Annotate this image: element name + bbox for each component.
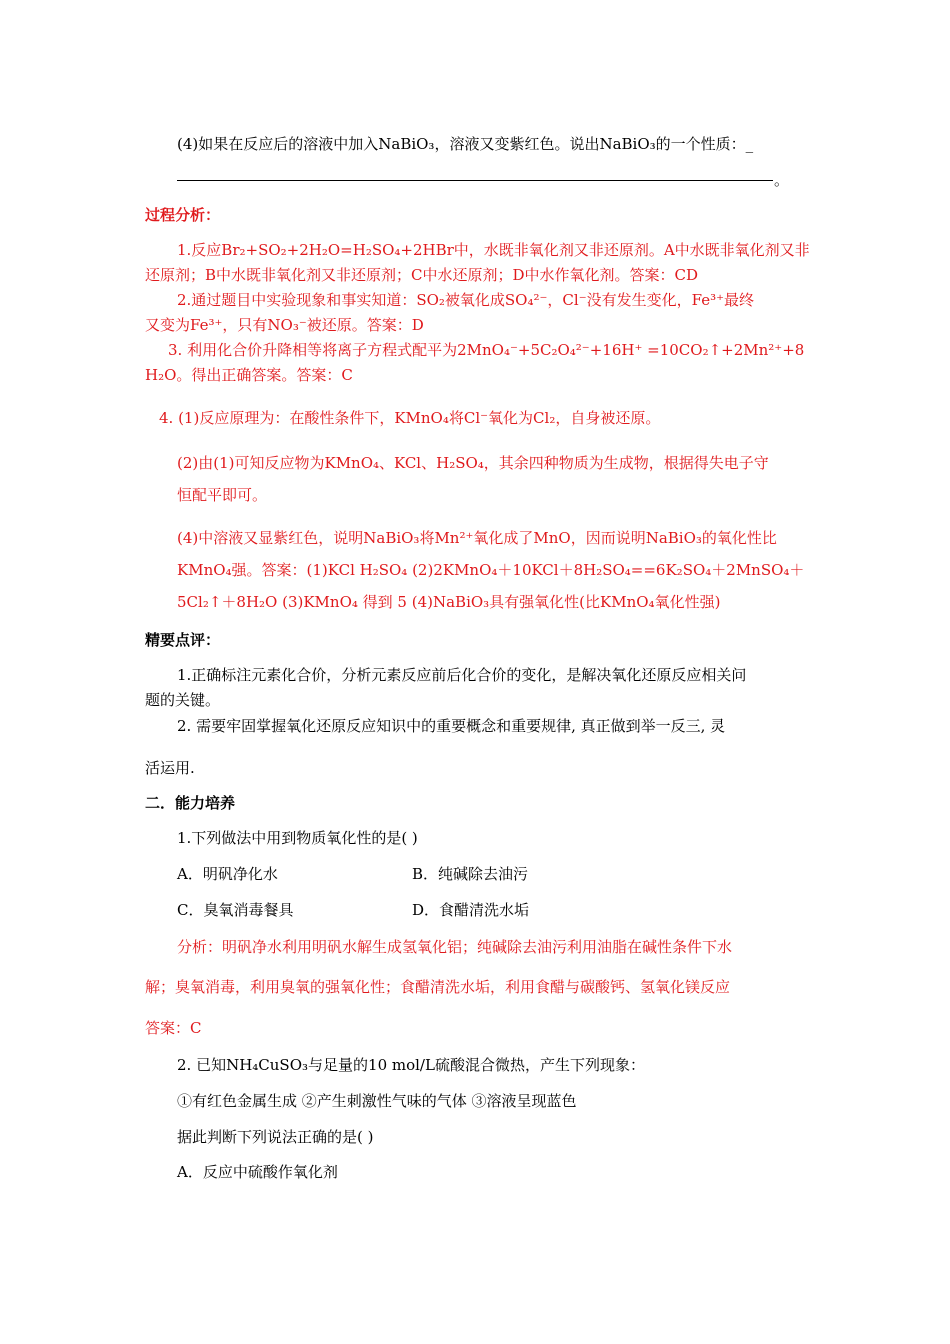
analysis-4-line-1: 4. (1)反应原理为：在酸性条件下，KMnO₄将Cl⁻氧化为Cl₂，自身被还原。 <box>159 409 661 427</box>
problem-1-option-b: B．纯碱除去油污 <box>412 865 529 883</box>
problem-1-option-c: C．臭氧消毒餐具 <box>177 901 294 919</box>
analysis-1-line-2: 还原剂；B中水既非氧化剂又非还原剂；C中水还原剂；D中水作氧化剂。答案：CD <box>145 266 699 284</box>
problem-1-analysis-line-2: 解；臭氧消毒，利用臭氧的强氧化性；食醋清洗水垢，利用食醋与碳酸钙、氢氧化镁反应 <box>145 978 731 996</box>
problem-2-question: 据此判断下列说法正确的是( ) <box>177 1128 374 1146</box>
analysis-3-line-1: 3. 利用化合价升降相等将离子方程式配平为2MnO₄⁻+5C₂O₄²⁻+16H⁺ =10CO₂↑+2Mn²⁺+8 <box>168 341 805 359</box>
problem-1-stem: 1.下列做法中用到物质氧化性的是( ) <box>177 829 418 847</box>
analysis-3-line-2: H₂O。得出正确答案。答案：C <box>145 366 353 384</box>
review-heading: 精要点评： <box>145 631 221 649</box>
analysis-4-line-2: (2)由(1)可知反应物为KMnO₄、KCl、H₂SO₄，其余四种物质为生成物，根据得失电子守 <box>177 454 769 472</box>
analysis-4-line-3: 恒配平即可。 <box>177 486 268 504</box>
review-1-line-1: 1.正确标注元素化合价，分析元素反应前后化合价的变化，是解决氧化还原反应相关问 <box>177 666 747 684</box>
analysis-2-line-1: 2.通过题目中实验现象和事实知道：SO₂被氧化成SO₄²⁻，Cl⁻没有发生变化，Fe³⁺最终 <box>177 291 755 309</box>
answer-blank-line <box>177 180 773 181</box>
problem-2-stem: 2. 已知NH₄CuSO₃与足量的10 mol/L硫酸混合微热，产生下列现象： <box>177 1056 645 1074</box>
analysis-2-line-2: 又变为Fe³⁺，只有NO₃⁻被还原。答案：D <box>145 316 424 334</box>
analysis-4-line-6: 5Cl₂↑＋8H₂O (3)KMnO₄ 得到 5 (4)NaBiO₃具有强氧化性(比KMnO₄氧化性强) <box>177 593 721 611</box>
process-analysis-heading: 过程分析： <box>145 206 221 224</box>
section-ability-heading: 二．能力培养 <box>145 794 236 812</box>
review-1-line-2: 题的关键。 <box>145 691 221 709</box>
problem-1-analysis-line-1: 分析：明矾净水利用明矾水解生成氢氧化铝；纯碱除去油污利用油脂在碱性条件下水 <box>177 938 733 956</box>
problem-1-answer: 答案：C <box>145 1019 202 1037</box>
review-2-line-2: 活运用. <box>145 759 195 777</box>
analysis-1-line-1: 1.反应Br₂+SO₂+2H₂O=H₂SO₄+2HBr中，水既非氧化剂又非还原剂。A中水既非氧化剂又非 <box>177 241 810 259</box>
problem-2-option-a: A．反应中硫酸作氧化剂 <box>177 1163 338 1181</box>
problem-1-option-d: D．食醋清洗水垢 <box>412 901 530 919</box>
problem-1-option-a: A．明矾净化水 <box>177 865 278 883</box>
review-2-line-1: 2. 需要牢固掌握氧化还原反应知识中的重要概念和重要规律, 真正做到举一反三, 灵 <box>177 717 726 735</box>
answer-blank-end: 。 <box>774 171 790 189</box>
problem-2-observations: ①有红色金属生成 ②产生刺激性气味的气体 ③溶液呈现蓝色 <box>177 1092 577 1110</box>
analysis-4-line-5: KMnO₄强。答案：(1)KCl H₂SO₄ (2)2KMnO₄＋10KCl＋8H₂SO₄==6K₂SO₄＋2MnSO₄＋ <box>177 561 805 579</box>
analysis-4-line-4: (4)中溶液又显紫红色，说明NaBiO₃将Mn²⁺氧化成了MnO，因而说明NaBiO₃的氧化性比 <box>177 529 777 547</box>
question-4-text: (4)如果在反应后的溶液中加入NaBiO₃，溶液又变紫红色。说出NaBiO₃的一个性质：_ <box>177 135 754 153</box>
